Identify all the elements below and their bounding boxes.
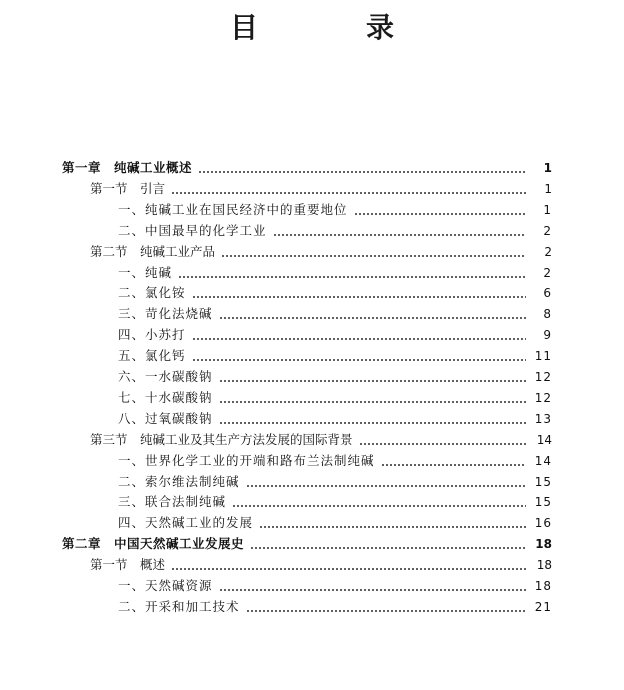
- toc-entry-item[interactable]: [118, 472, 552, 492]
- toc-entry-item[interactable]: [118, 304, 552, 324]
- toc-entry-page-number: 11: [534, 349, 552, 364]
- dot-leader: [198, 158, 526, 178]
- toc-entry-item[interactable]: [118, 492, 552, 512]
- toc-entry-page-number: 1: [544, 181, 552, 196]
- toc-entry-page-number: 14: [534, 453, 552, 468]
- toc-entry-page-number: 2: [544, 244, 552, 259]
- toc-entry-label: 三、苛化法烧碱: [118, 306, 213, 322]
- toc-entry-page-number: 16: [534, 516, 552, 531]
- toc-entry-page-number: 2: [543, 265, 552, 280]
- dot-leader: [219, 367, 526, 387]
- toc-entry-item[interactable]: [118, 597, 552, 617]
- dot-leader: [192, 325, 526, 345]
- dot-leader: [273, 221, 526, 241]
- dot-leader: [178, 263, 526, 283]
- toc-entry-page-number: 15: [534, 495, 552, 510]
- toc-entry-item[interactable]: [118, 576, 552, 596]
- toc-entry-label: 一、纯碱工业在国民经济中的重要地位: [118, 201, 348, 217]
- dot-leader: [219, 388, 526, 408]
- dot-leader: [250, 534, 526, 554]
- dot-leader: [171, 555, 526, 575]
- toc-entry-page-number: 2: [543, 223, 552, 238]
- toc-entry-page-number: 1: [543, 202, 552, 217]
- toc-entry-label: 第一章 纯碱工业概述: [62, 160, 193, 175]
- toc-entry-section[interactable]: [90, 179, 552, 199]
- dot-leader: [259, 513, 526, 533]
- toc-entry-page-number: 1: [543, 161, 552, 175]
- toc-entry-label: 一、世界化学工业的开端和路布兰法制纯碱: [118, 452, 375, 468]
- toc-entry-label: 四、小苏打: [118, 327, 186, 343]
- toc-entry-label: 第二章 中国天然碱工业发展史: [62, 536, 245, 552]
- toc-entry-label: 四、天然碱工业的发展: [118, 515, 254, 531]
- toc-entry-item[interactable]: [118, 388, 552, 408]
- toc-entry-label: 三、联合法制纯碱: [118, 494, 227, 510]
- toc-entry-label: 二、索尔维法制纯碱: [118, 473, 240, 489]
- dot-leader: [219, 576, 526, 596]
- toc-entry-label: 一、天然碱资源: [118, 578, 213, 593]
- dot-leader: [221, 242, 526, 262]
- toc-entry-section[interactable]: [90, 555, 552, 575]
- toc-entry-item[interactable]: [118, 346, 552, 366]
- dot-leader: [246, 472, 526, 492]
- toc-entry-label: 六、一水碳酸钠: [118, 369, 213, 384]
- page-title: 目 录: [229, 11, 434, 44]
- toc-entry-label: 五、氯化钙: [118, 348, 186, 364]
- dot-leader: [359, 430, 526, 450]
- toc-entry-page-number: 9: [543, 328, 552, 343]
- toc-entry-chapter[interactable]: [62, 158, 552, 178]
- dot-leader: [246, 597, 526, 617]
- toc-entry-section[interactable]: [90, 430, 552, 450]
- toc-entry-page-number: 18: [536, 558, 552, 573]
- toc-entry-item[interactable]: [118, 200, 552, 220]
- dot-leader: [192, 283, 526, 303]
- toc-entry-label: 八、过氧碳酸钠: [118, 410, 213, 426]
- toc-entry-item[interactable]: [118, 325, 552, 345]
- toc-entry-page-number: 8: [543, 307, 552, 322]
- dot-leader: [381, 451, 526, 471]
- toc-entry-page-number: 18: [535, 537, 552, 552]
- dot-leader: [171, 179, 526, 199]
- toc-entry-label: 第一节 概述: [90, 557, 166, 573]
- toc-entry-label: 二、中国最早的化学工业: [118, 222, 267, 238]
- toc-entry-label: 一、纯碱: [118, 264, 173, 280]
- toc-entry-item[interactable]: [118, 409, 552, 429]
- toc-entry-page-number: 14: [536, 432, 552, 447]
- toc-entry-item[interactable]: [118, 283, 552, 303]
- dot-leader: [219, 304, 526, 324]
- toc-entry-label: 第二节 纯碱工业产品: [90, 243, 216, 259]
- toc-entry-page-number: 21: [534, 599, 552, 614]
- toc-entry-item[interactable]: [118, 451, 552, 471]
- toc-entry-page-number: 12: [534, 390, 552, 405]
- toc-entry-page-number: 15: [534, 474, 552, 489]
- toc-entry-page-number: 13: [534, 411, 552, 426]
- toc-entry-item[interactable]: [118, 513, 552, 533]
- toc-entry-page-number: 6: [543, 286, 552, 301]
- dot-leader: [232, 492, 526, 512]
- toc-entry-page-number: 18: [534, 579, 552, 593]
- toc-entry-label: 第一节 引言: [90, 180, 166, 196]
- toc-entry-label: 二、氯化铵: [118, 285, 186, 301]
- toc-entry-label: 七、十水碳酸钠: [118, 389, 213, 405]
- toc-entry-section[interactable]: [90, 242, 552, 262]
- toc-entry-chapter[interactable]: [62, 534, 552, 554]
- dot-leader: [192, 346, 526, 366]
- dot-leader: [354, 200, 526, 220]
- dot-leader: [219, 409, 526, 429]
- toc-entry-item[interactable]: [118, 263, 552, 283]
- toc-entry-item[interactable]: [118, 221, 552, 241]
- toc-entry-page-number: 12: [534, 370, 552, 384]
- toc-entry-item[interactable]: [118, 367, 552, 387]
- toc-entry-label: 二、开采和加工技术: [118, 598, 240, 614]
- toc-entry-label: 第三节 纯碱工业及其生产方法发展的国际背景: [90, 431, 353, 447]
